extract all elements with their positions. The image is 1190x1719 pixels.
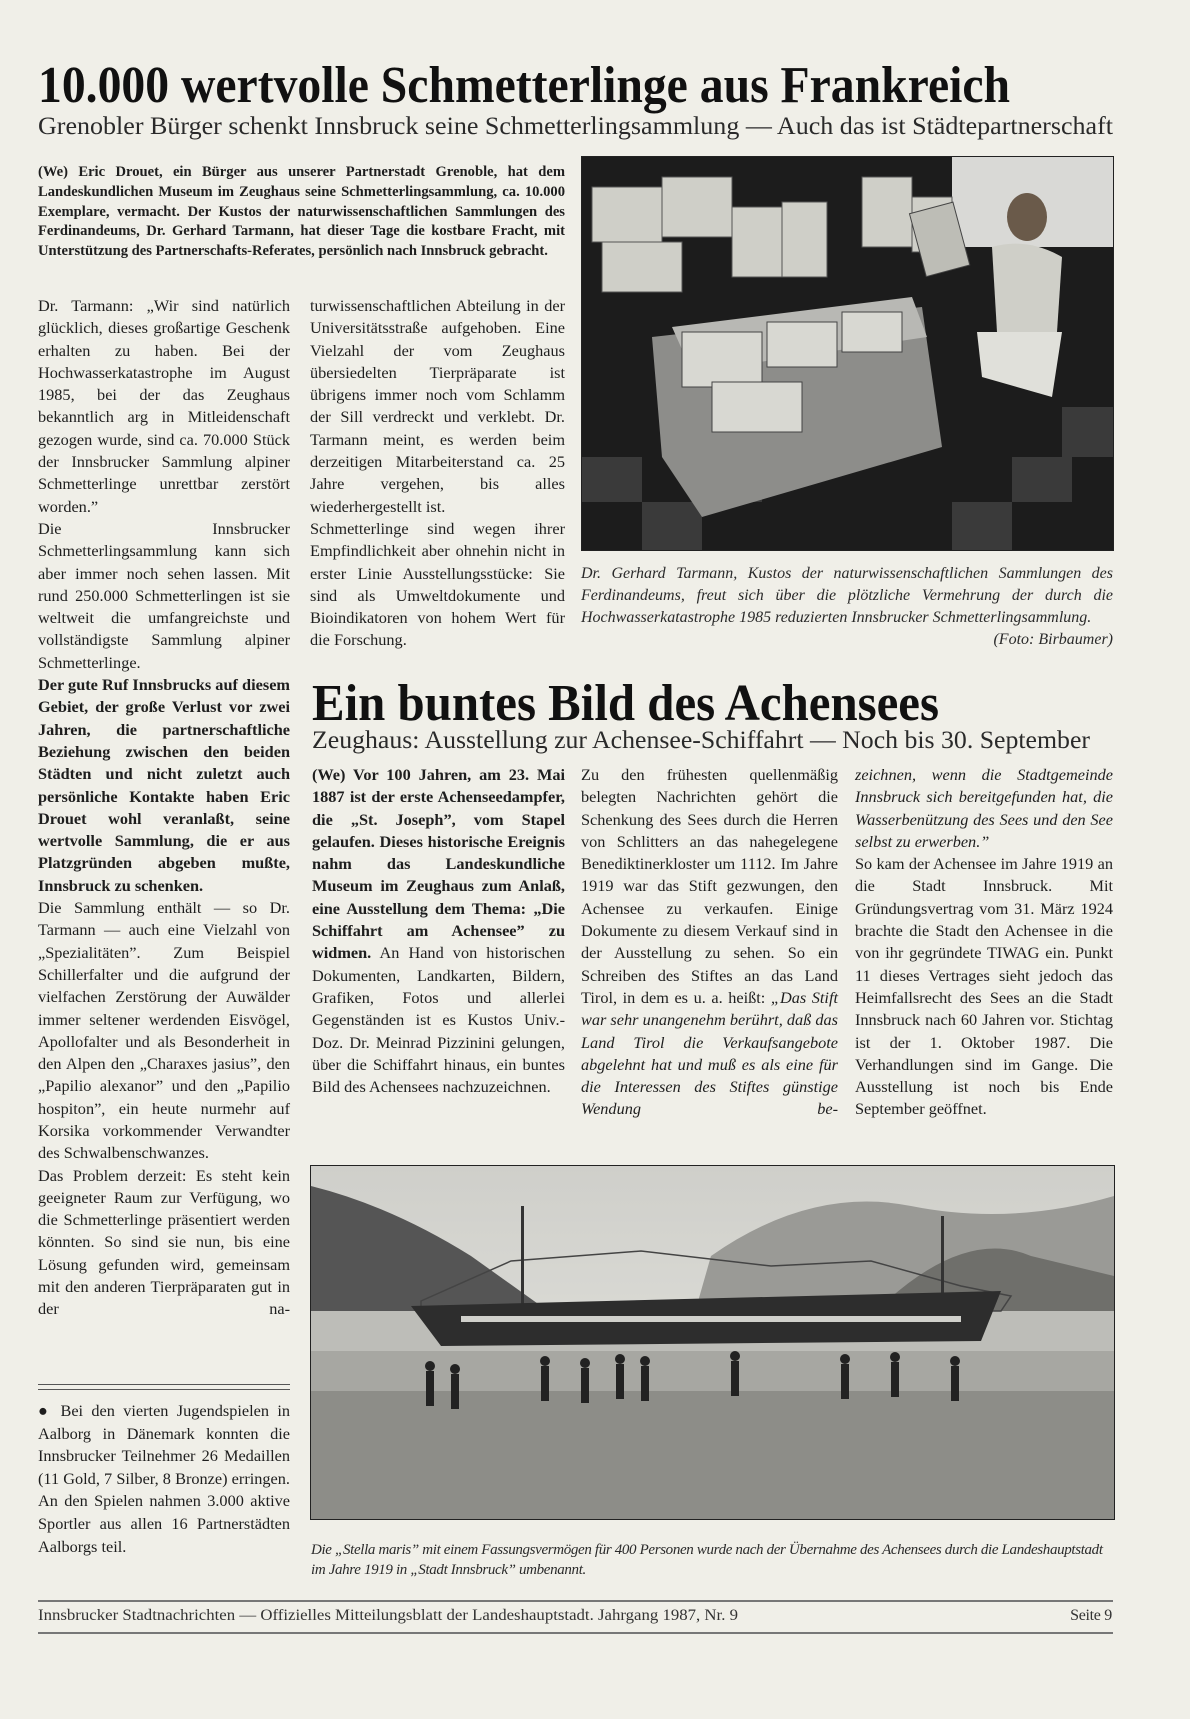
divider: [38, 1389, 290, 1390]
photo-steamship: [310, 1165, 1115, 1520]
divider: [38, 1384, 290, 1385]
paragraph-bold: Der gute Ruf Innsbrucks auf diesem Gebiet, der große Verlust vor zwei Jahren, die partnerschaftliche Beziehung zwischen den beiden Städten und nicht zuletzt auch persönliche Kontakte haben Eric Drouet wohl veranlaßt, seine wertvolle Sammlung, die er aus Platzgründen abgeben mußte, Innsbruck zu schenken.: [38, 675, 290, 895]
photo-credit: (Foto: Birbaumer): [993, 631, 1113, 648]
headline-text: 10.000 wertvolle Schmetterlinge aus Frankreich: [38, 57, 1010, 114]
quote-text: zeichnen, wenn die Stadtgemeinde Innsbruck sich bereitgefunden hat, die Wasserbenützung des Sees und den See selbst zu erwerben.”: [855, 765, 1113, 851]
photo-butterfly-collection: [581, 156, 1114, 551]
footer-rule-bottom: [38, 1632, 1113, 1634]
paragraph: turwissenschaftlichen Abteilung in der Universitätsstraße aufgehoben. Eine Vielzahl der vom Zeughaus übersiedelten Tierpräparate ist übrigens immer noch vom Schlamm der Sill verdreckt und verklebt. Dr. Tarmann meint, es werden beim derzeitigen Mitarbeiterstand ca. 25 Jahre vergehen, bis alles wiederhergestellt ist.: [310, 296, 565, 516]
paragraph: Die Innsbrucker Schmetterlingsammlung kann sich aber immer noch sehen lassen. Mit rund 250.000 Schmetterlingen ist sie weltweit die umfangreichste und vollständigste Sammlung alpiner Schmetterlinge.: [38, 518, 290, 672]
article-column-2: [310, 295, 565, 652]
page-number: Seite 9: [1070, 1607, 1112, 1624]
article2-headline: [312, 676, 939, 732]
article-lead: (We) Eric Drouet, ein Bürger aus unserer Partnerstadt Grenoble, hat dem Landeskundlichen Museum im Zeughaus seine Schmetterlingsammlung, ca. 10.000 Exemplare, vermacht. Der Kustos der naturwissenschaftlichen Sammlungen des Ferdinandeums, Dr. Gerhard Tarmann, hat dieser Tage die kostbare Fracht, mit Unterstützung des Partnerschafts-Referates, persönlich nach Innsbruck gebracht.: [38, 164, 565, 260]
photo-caption: [581, 563, 1113, 651]
photo-butterfly-collection-image: [582, 157, 1113, 550]
photo-steamship-image: [311, 1166, 1114, 1519]
body-text: So kam der Achensee im Jahre 1919 an die Stadt Innsbruck. Mit Gründungsvertrag vom 31. März 1924 brachte die Stadt den Achensee in die von ihr gegründete TIWAG ein. Punkt 11 dieses Vertrages sieht jedoch das Heimfallsrecht des Sees an die Stadt Innsbruck nach 60 Jahren vor. Stichtag ist der 1. Oktober 1987. Die Verhandlungen sind im Gange. Die Ausstellung ist noch bis Ende September geöffnet.: [855, 854, 1113, 1119]
body-text: An Hand von historischen Dokumenten, Landkarten, Bildern, Grafiken, Fotos und allerlei Gegenständen ist es Kustos Univ.-Doz. Dr. Meinrad Pizzinini gelungen, über die Schiffahrt hinaus, ein buntes Bild des Achensees nachzuzeichnen.: [312, 943, 565, 1097]
news-brief: [38, 1400, 290, 1558]
quote-text: „Das Stift war sehr unangenehm berührt, daß das Land Tirol die Verkaufsangebote abgelehnt hat und muß es als eine für die Interessen des Stiftes günstige Wendung be-: [581, 987, 838, 1119]
article-column-1: [38, 295, 290, 1321]
body-text: Zu den frühesten quellenmäßig belegten Nachrichten gehört die Schenkung des Sees durch die Herren von Schlitters an das nahegelegene Benediktinerkloster um 1112. Im Jahre 1919 war das Stift gezwungen, den Achensee zu verkaufen. Einige Dokumente zu diesem Verkauf sind in der Ausstellung zu sehen. So ein Schreiben des Stiftes an das Land Tirol, in dem es u. a. heißt:: [581, 765, 838, 1007]
article2-column-2: [581, 764, 838, 1121]
photo-caption-text: Dr. Gerhard Tarmann, Kustos der naturwissenschaftlichen Sammlungen des Ferdinandeums, freut sich über die plötzliche Vermehrung der durch die Hochwasserkatastrophe 1985 reduzierten Innsbrucker Schmetterlingsammlung.: [581, 565, 1113, 626]
bullet-icon: ●: [38, 1401, 53, 1420]
article2-column-1: [312, 764, 565, 1098]
brief-text: Bei den vierten Jugendspielen in Aalborg in Dänemark konnten die Innsbrucker Teilnehmer 26 Medaillen (11 Gold, 7 Silber, 8 Bronze) erringen. An den Spielen nahmen 3.000 aktive Sportler aus allen 16 Partnerstädten Aalborgs teil.: [38, 1401, 291, 1556]
footer-rule-top: [38, 1600, 1113, 1602]
headline-text: Ein buntes Bild des Achensees: [312, 675, 939, 732]
paragraph: Dr. Tarmann: „Wir sind natürlich glücklich, dieses großartige Geschenk erhalten zu haben. Bei der Hochwasserkatastrophe im August 1985, bei der das Zeughaus bekanntlich arg in Mitleidenschaft gezogen wurde, sind ca. 70.000 Stück der Innsbrucker Sammlung alpiner Schmetterlinge unrettbar zerstört worden.”: [38, 296, 290, 516]
lead-text: (We) Vor 100 Jahren, am 23. Mai 1887 ist der erste Achenseedampfer, die „St. Joseph”, vom Stapel gelaufen. Dieses historische Ereignis nahm das Landeskundliche Museum im Zeughaus zum Anlaß, eine Ausstellung dem Thema: „Die Schiffahrt am Achensee” zu widmen.: [312, 765, 565, 963]
paragraph: Schmetterlinge sind wegen ihrer Empfindlichkeit aber ohnehin nicht in erster Linie Ausstellungsstücke: Sie sind als Umweltdokumente und Bioindikatoren von hohem Wert für die Forschung.: [310, 518, 565, 650]
paragraph: Das Problem derzeit: Es steht kein geeigneter Raum zur Verfügung, wo die Schmetterlinge präsentiert werden könnten. So sind sie nun, bis eine Lösung gefunden wird, gemeinsam mit den anderen Tierpräparaten gut in der na-: [38, 1165, 290, 1319]
article-headline: [38, 58, 1010, 114]
photo2-caption: Die „Stella maris” mit einem Fassungsvermögen für 400 Personen wurde nach der Übernahme des Achensees durch die Landeshauptstadt im Jahre 1919 in „Stadt Innsbruck” umbenannt.: [311, 1542, 1103, 1578]
article2-column-3: [855, 764, 1113, 1121]
subheadline-text: Grenobler Bürger schenkt Innsbruck seine Schmetterlingsammlung — Auch das ist Städtepartnerschaft: [38, 113, 1113, 140]
article-subheadline: [38, 113, 1113, 141]
publication-text: Innsbrucker Stadtnachrichten — Offizielles Mitteilungsblatt der Landeshauptstadt. Jahrgang 1987, Nr. 9: [38, 1607, 738, 1624]
subheadline-text: Zeughaus: Ausstellung zur Achensee-Schiffahrt — Noch bis 30. September: [312, 727, 1090, 754]
footer-publication: [38, 1606, 738, 1626]
article2-subheadline: [312, 727, 1090, 755]
paragraph: Die Sammlung enthält — so Dr. Tarmann — auch eine Vielzahl von „Spezialitäten”. Zum Beispiel Schillerfalter und die aufgrund der vielfachen Zerstörung der Auwälder immer seltener werdenden Eisvögel, Apollofalter und als Besonderheit in den Alpen den „Charaxes jasius”, den „Papilio alexanor” und den „Papilio hospiton”, ein heute nurmehr auf Korsika vorkommender Verwandter des Schwalbenschwanzes.: [38, 898, 290, 1163]
